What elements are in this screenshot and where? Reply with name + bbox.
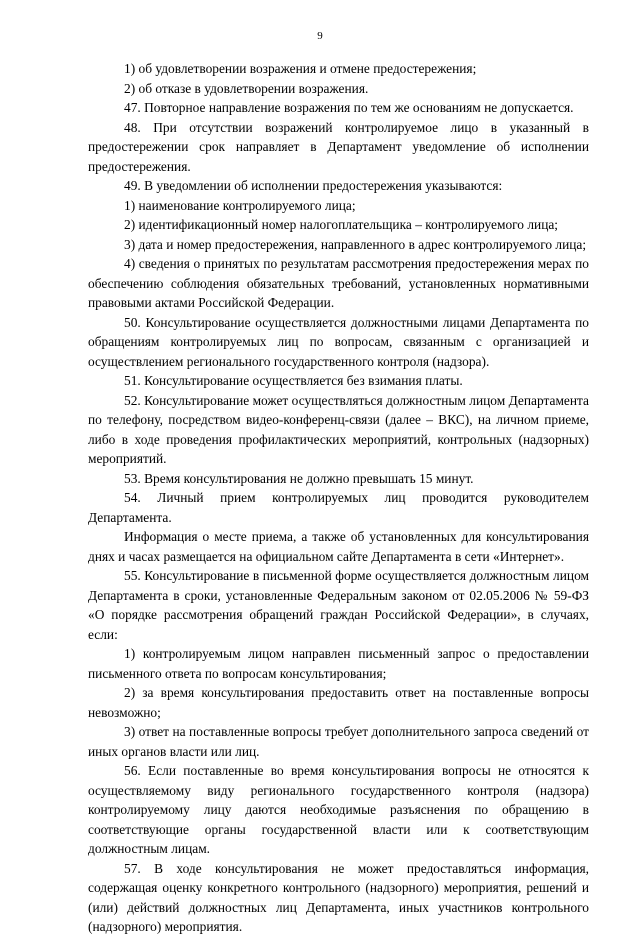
paragraph: 1) контролируемым лицом направлен письменный запрос о предоставлении письменного ответа по вопросам консультирования; <box>88 646 589 681</box>
paragraph: 51. Консультирование осуществляется без взимания платы. <box>124 373 463 388</box>
paragraph: 54. Личный прием контролируемых лиц проводится руководителем Департамента. <box>88 490 589 525</box>
paragraph: 49. В уведомлении об исполнении предостережения указываются: <box>124 178 503 193</box>
paragraph: 1) наименование контролируемого лица; <box>124 197 356 213</box>
paragraph: 2) об отказе в удовлетворении возражения. <box>124 80 369 96</box>
paragraph: 53. Время консультирования не должно превышать 15 минут. <box>124 470 474 486</box>
paragraph: 50. Консультирование осуществляется должностными лицами Департамента по обращениям контролируемых лиц по вопросам, связанным с организацией и осуществлением регионального государственного контроля (надзора). <box>88 314 589 369</box>
paragraph: 4) сведения о принятых по результатам рассмотрения предостережения мерах по обеспечению соблюдения обязательных требований, установленных нормативными правовыми актами Российской Федерации. <box>88 256 589 310</box>
page-number: 9 <box>317 30 323 42</box>
paragraph: 52. Консультирование может осуществляться должностным лицом Департамента по телефону, посредством видео-конференц-связи (далее – ВКС), на личном приеме, либо в ходе проведения профилактических мероприятий, контрольных (надзорных) мероприятий. <box>88 392 589 466</box>
document-body <box>88 59 589 937</box>
paragraph: 48. При отсутствии возражений контролируемое лицо в указанный в предостережении срок направляет в Департамент уведомление об исполнении предостережения. <box>88 119 589 174</box>
paragraph: 3) ответ на поставленные вопросы требует дополнительного запроса сведений от иных органов власти или лиц. <box>88 724 589 759</box>
paragraph: 56. Если поставленные во время консультирования вопросы не относятся к осуществляемому виду регионального государственного контроля (надзора) контролируемому лицу даются необходимые разъяснения по обращению в соответствующие органы государственной власти или к соответствующим должностным лицам. <box>88 763 589 856</box>
paragraph: Информация о месте приема, а также об установленных для консультирования днях и часах размещается на официальном сайте Департамента в сети «Интернет». <box>88 529 589 564</box>
paragraph: 47. Повторное направление возражения по тем же основаниям не допускается. <box>124 100 574 115</box>
paragraph: 3) дата и номер предостережения, направленного в адрес контролируемого лица; <box>124 236 587 252</box>
paragraph: 55. Консультирование в письменной форме осуществляется должностным лицом Департамента в сроки, установленные Федеральным законом от 02.05.2006 № 59-ФЗ «О порядке рассмотрения обращений граждан Российской Федерации», в случаях, если: <box>88 568 589 642</box>
paragraph: 1) об удовлетворении возражения и отмене предостережения; <box>124 61 477 76</box>
paragraph: 57. В ходе консультирования не может предоставляться информация, содержащая оценку конкретного контрольного (надзорного) мероприятия, решений и (или) действий должностных лиц Департамента, иных участников контрольного (надзорного) мероприятия. <box>88 860 589 934</box>
paragraph: 2) за время консультирования предоставить ответ на поставленные вопросы невозможно; <box>88 685 589 720</box>
paragraph: 2) идентификационный номер налогоплательщика – контролируемого лица; <box>124 217 559 232</box>
